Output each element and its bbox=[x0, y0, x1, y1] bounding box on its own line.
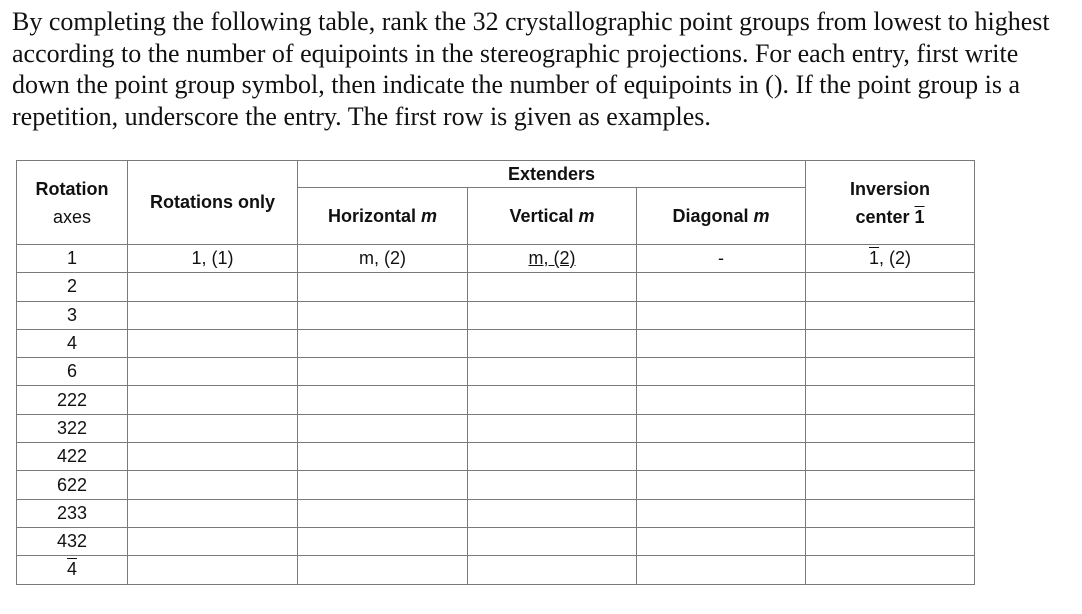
header-rotation-axes-line1: Rotation bbox=[35, 178, 109, 199]
rotations-only-entry[interactable] bbox=[128, 386, 298, 414]
inversion-center-entry[interactable] bbox=[806, 527, 975, 555]
instructions-text: By completing the following table, rank the 32 crystallographic point groups from lowest to highest according to the number of equipoints in the stereographic projections. For each entry, first write down the point group symbol, then indicate the number of equipoints in (). If the point group is a repetition, underscore the entry. The first row is given as examples. bbox=[12, 7, 1050, 131]
table-row bbox=[17, 499, 975, 527]
horizontal-m-entry[interactable] bbox=[298, 527, 468, 555]
diagonal-m-entry[interactable] bbox=[637, 471, 806, 499]
inversion-center-entry[interactable] bbox=[806, 414, 975, 442]
diagonal-m-entry[interactable] bbox=[637, 273, 806, 301]
header-horizontal-m bbox=[298, 188, 468, 245]
diagonal-m-entry[interactable] bbox=[637, 499, 806, 527]
vertical-m-entry[interactable] bbox=[468, 386, 637, 414]
inversion-center-entry[interactable] bbox=[806, 386, 975, 414]
example-diagonal-m-cell: - bbox=[637, 245, 806, 273]
table-row bbox=[17, 556, 975, 584]
header-vertical-label: Vertical bbox=[509, 205, 579, 226]
row-axis-cell bbox=[17, 556, 128, 584]
vertical-m-entry[interactable] bbox=[468, 358, 637, 386]
rotations-only-entry[interactable] bbox=[128, 527, 298, 555]
rotations-only-entry[interactable] bbox=[128, 329, 298, 357]
rotations-only-entry[interactable] bbox=[128, 301, 298, 329]
example-inversion-cell bbox=[806, 245, 975, 273]
diagonal-m-entry[interactable] bbox=[637, 556, 806, 584]
diagonal-m-entry[interactable] bbox=[637, 329, 806, 357]
vertical-m-entry[interactable] bbox=[468, 273, 637, 301]
example-axis-cell: 1 bbox=[17, 245, 128, 273]
table-row bbox=[17, 301, 975, 329]
horizontal-m-entry[interactable] bbox=[298, 301, 468, 329]
inversion-center-entry[interactable] bbox=[806, 499, 975, 527]
example-rotations-only-cell: 1, (1) bbox=[128, 245, 298, 273]
row-axis-cell: 622 bbox=[17, 471, 128, 499]
row-axis-cell: 233 bbox=[17, 499, 128, 527]
vertical-m-entry[interactable] bbox=[468, 499, 637, 527]
rotations-only-entry[interactable] bbox=[128, 499, 298, 527]
row-axis-cell: 4 bbox=[17, 329, 128, 357]
inversion-center-entry[interactable] bbox=[806, 443, 975, 471]
vertical-m-entry[interactable] bbox=[468, 414, 637, 442]
horizontal-m-entry[interactable] bbox=[298, 443, 468, 471]
header-inversion-prefix: center bbox=[855, 206, 915, 227]
row-axis-cell: 2 bbox=[17, 273, 128, 301]
rotations-only-entry[interactable] bbox=[128, 358, 298, 386]
example-inversion-rest: , (2) bbox=[879, 248, 912, 269]
example-inversion-symbol: 1 bbox=[869, 248, 880, 269]
header-rotation-axes bbox=[17, 161, 128, 245]
vertical-m-entry[interactable] bbox=[468, 527, 637, 555]
header-inversion-line1: Inversion bbox=[850, 178, 931, 199]
horizontal-m-entry[interactable] bbox=[298, 358, 468, 386]
row-axis-rotoinversion: 4 bbox=[66, 559, 77, 580]
row-axis-cell: 322 bbox=[17, 414, 128, 442]
point-group-table bbox=[16, 160, 975, 585]
header-vertical-symbol: m bbox=[578, 205, 595, 226]
table-row bbox=[17, 527, 975, 555]
vertical-m-entry[interactable] bbox=[468, 443, 637, 471]
diagonal-m-entry[interactable] bbox=[637, 527, 806, 555]
example-vertical-m-value: m, (2) bbox=[528, 248, 576, 269]
rotations-only-entry[interactable] bbox=[128, 273, 298, 301]
header-diagonal-m bbox=[637, 188, 806, 245]
header-horizontal-label: Horizontal bbox=[327, 205, 421, 226]
header-vertical-m bbox=[468, 188, 637, 245]
vertical-m-entry[interactable] bbox=[468, 556, 637, 584]
rotations-only-entry[interactable] bbox=[128, 443, 298, 471]
table-row bbox=[17, 471, 975, 499]
row-axis-cell: 422 bbox=[17, 443, 128, 471]
header-diagonal-symbol: m bbox=[753, 205, 770, 226]
vertical-m-entry[interactable] bbox=[468, 329, 637, 357]
header-row-top bbox=[17, 161, 975, 188]
diagonal-m-entry[interactable] bbox=[637, 358, 806, 386]
diagonal-m-entry[interactable] bbox=[637, 414, 806, 442]
example-horizontal-m-cell: m, (2) bbox=[298, 245, 468, 273]
header-horizontal-symbol: m bbox=[420, 205, 437, 226]
table-row bbox=[17, 443, 975, 471]
header-inversion-center bbox=[806, 161, 975, 245]
inversion-center-entry[interactable] bbox=[806, 358, 975, 386]
horizontal-m-entry[interactable] bbox=[298, 471, 468, 499]
header-rotation-axes-line2: axes bbox=[52, 206, 92, 227]
table-row bbox=[17, 386, 975, 414]
header-diagonal-label: Diagonal bbox=[672, 205, 754, 226]
row-axis-cell: 222 bbox=[17, 386, 128, 414]
diagonal-m-entry[interactable] bbox=[637, 443, 806, 471]
inversion-center-entry[interactable] bbox=[806, 273, 975, 301]
horizontal-m-entry[interactable] bbox=[298, 556, 468, 584]
diagonal-m-entry[interactable] bbox=[637, 301, 806, 329]
table-row bbox=[17, 414, 975, 442]
header-extenders: Extenders bbox=[298, 161, 806, 188]
rotations-only-entry[interactable] bbox=[128, 471, 298, 499]
table-row bbox=[17, 358, 975, 386]
vertical-m-entry[interactable] bbox=[468, 471, 637, 499]
example-row bbox=[17, 245, 975, 273]
vertical-m-entry[interactable] bbox=[468, 301, 637, 329]
horizontal-m-entry[interactable] bbox=[298, 386, 468, 414]
header-inversion-symbol: 1 bbox=[914, 206, 925, 227]
inversion-center-entry[interactable] bbox=[806, 301, 975, 329]
horizontal-m-entry[interactable] bbox=[298, 499, 468, 527]
rotations-only-entry[interactable] bbox=[128, 414, 298, 442]
horizontal-m-entry[interactable] bbox=[298, 329, 468, 357]
row-axis-cell: 6 bbox=[17, 358, 128, 386]
header-rotations-only: Rotations only bbox=[128, 161, 298, 245]
row-axis-cell: 3 bbox=[17, 301, 128, 329]
inversion-center-entry[interactable] bbox=[806, 556, 975, 584]
diagonal-m-entry[interactable] bbox=[637, 386, 806, 414]
row-axis-cell: 432 bbox=[17, 527, 128, 555]
inversion-center-entry[interactable] bbox=[806, 329, 975, 357]
inversion-center-entry[interactable] bbox=[806, 471, 975, 499]
horizontal-m-entry[interactable] bbox=[298, 414, 468, 442]
table-row bbox=[17, 329, 975, 357]
rotations-only-entry[interactable] bbox=[128, 556, 298, 584]
table-row bbox=[17, 273, 975, 301]
example-vertical-m-cell bbox=[468, 245, 637, 273]
header-inversion-line2 bbox=[806, 203, 974, 231]
horizontal-m-entry[interactable] bbox=[298, 273, 468, 301]
